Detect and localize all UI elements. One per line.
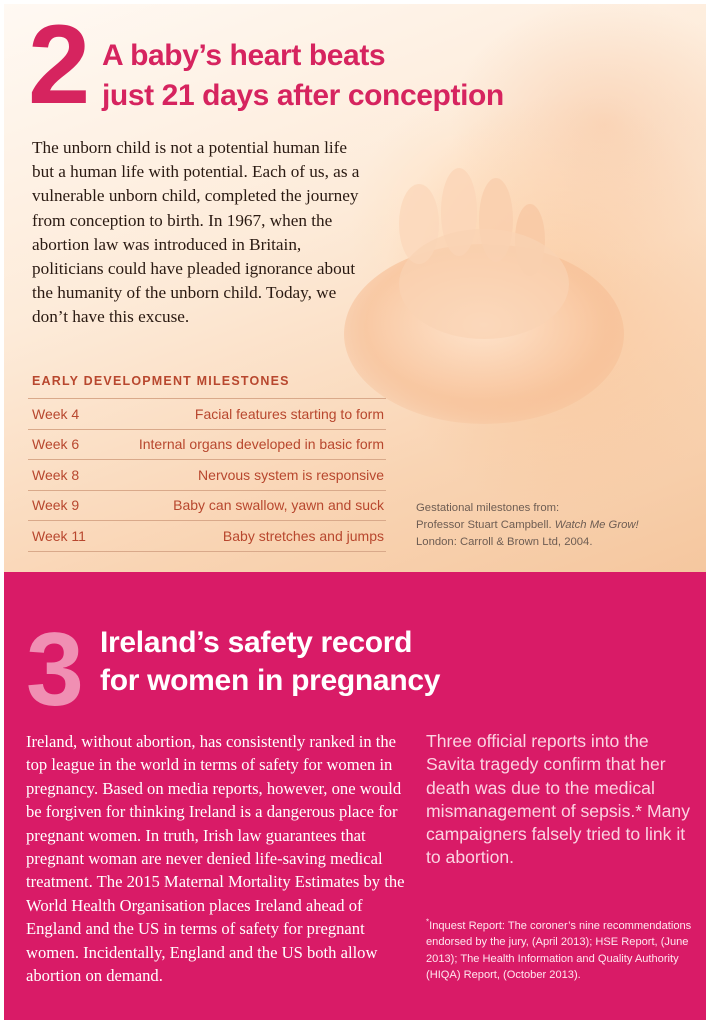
body-text: Ireland, without abortion, has consistently ranked in the top league in the world in terms of safety for women in pregnancy. Based on media reports, however, one would be forgiven for thinking Ireland is a dangerous place for pregnant women. In truth, Irish law guarantees that pregnant woman are never denied life-saving medical treatment. The 2015 Maternal Mortality Estimates by the World Health Organisation places Ireland ahead of England and the US in terms of safety for pregnant women. Incidentally, England and the US both allow abortion on demand. — [26, 732, 405, 986]
milestones-heading: EARLY DEVELOPMENT MILESTONES — [32, 374, 290, 388]
milestones-table — [28, 398, 386, 552]
footnote-mark: * — [426, 917, 430, 927]
section-number: 2 — [28, 4, 89, 127]
source-line: Gestational milestones from: — [416, 502, 560, 514]
body-text: The unborn child is not a potential human life but a human life with potential. Each of us, as a vulnerable unborn child, completed the journey from conception to birth. In 1967, when the abortion law was introduced in Britain, politicians could have pleaded ignorance about the humanity of the unborn child. Today, we don’t have this excuse. — [32, 138, 360, 327]
title-line: just 21 days after conception — [102, 79, 504, 112]
footnote — [426, 918, 702, 984]
milestone-row — [28, 430, 386, 461]
milestone-week: Week 8 — [32, 466, 80, 483]
source-citation — [416, 500, 706, 551]
pull-quote: Three official reports into the Savita tragedy confirm that her death was due to the medical mismanagement of sepsis.* Many campaigners falsely tried to link it to abortion. — [426, 731, 691, 868]
section-number: 3 — [26, 612, 84, 728]
title-line: for women in pregnancy — [100, 664, 441, 697]
milestone-description: Facial features starting to form — [194, 405, 384, 422]
source-line: London: Carroll & Brown Ltd, 2004. — [416, 536, 593, 548]
milestone-description: Baby stretches and jumps — [222, 527, 384, 544]
title-line: A baby’s heart beats — [102, 39, 386, 72]
section-title — [102, 36, 662, 116]
milestone-week: Week 4 — [32, 405, 80, 422]
milestone-description: Nervous system is responsive — [198, 466, 384, 483]
milestone-description: Baby can swallow, yawn and suck — [173, 497, 384, 514]
milestone-description: Internal organs developed in basic form — [138, 436, 384, 453]
milestone-week: Week 6 — [32, 436, 80, 453]
section-safety-record — [4, 572, 706, 1020]
milestone-row — [28, 399, 386, 430]
milestone-row — [28, 521, 386, 552]
milestone-week: Week 11 — [32, 527, 86, 544]
fetal-hand-image — [334, 164, 634, 424]
title-line: Ireland’s safety record — [100, 626, 413, 659]
footnote-text: Inquest Report: The coroner’s nine recommendations endorsed by the jury, (April 2013); HSE Report, (June 2013); The Health Information and Quality Authority (HIQA) Report, (October 2013). — [426, 920, 692, 982]
milestone-week: Week 9 — [32, 497, 80, 514]
source-book-title: Watch Me Grow! — [554, 519, 639, 531]
milestone-row — [28, 491, 386, 522]
source-line: Professor Stuart Campbell. — [416, 519, 555, 531]
section-title — [100, 624, 600, 700]
section-heartbeat — [4, 4, 706, 572]
milestone-row — [28, 460, 386, 491]
